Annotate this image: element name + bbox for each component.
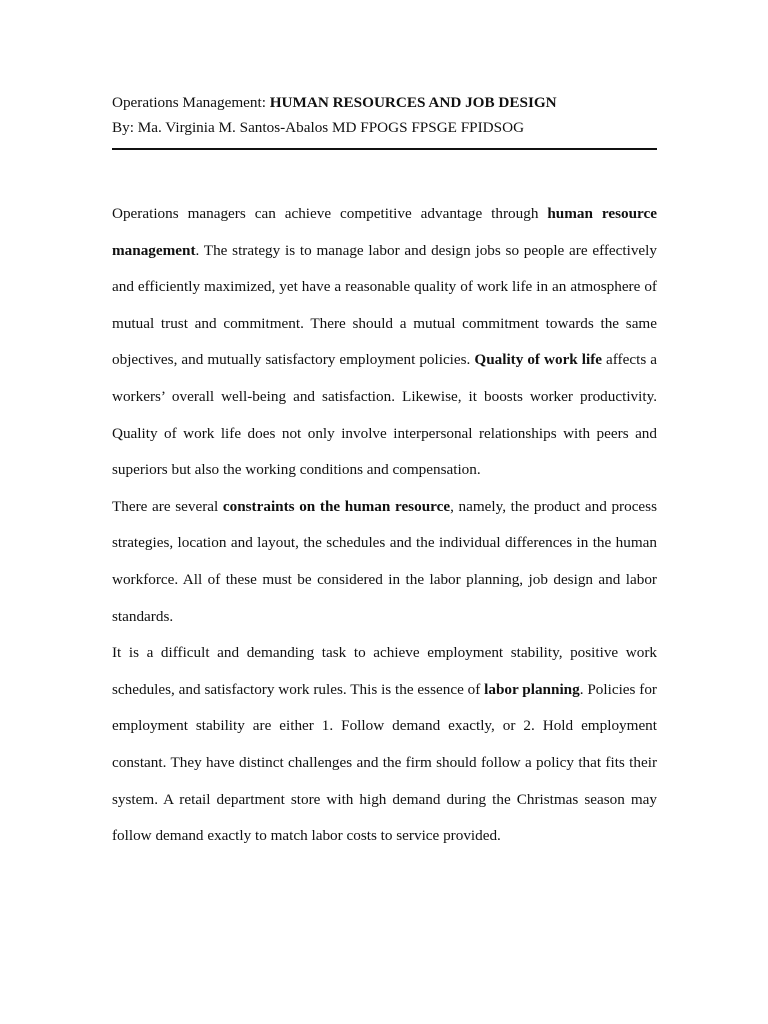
paragraph-2-text-b: , namely, the product and process strategies, location and layout, the schedules and the individual differences in the human workforce. All of these must be considered in the labor planning, job design and labor standards.: [112, 497, 657, 625]
paragraph-3: [112, 635, 657, 855]
paragraph-2-text-a: There are several: [112, 497, 223, 515]
document-body: [112, 196, 657, 855]
paragraph-1-text-a: Operations managers can achieve competitive advantage through: [112, 205, 548, 222]
document-author: By: Ma. Virginia M. Santos-Abalos MD FPOGS FPSGE FPIDSOG: [112, 119, 525, 136]
paragraph-1-text-c: affects a workers’ overall well-being and satisfaction. Likewise, it boosts worker productivity. Quality of work life does not only involve interpersonal relationships with peers and superiors but also the working conditions and compensation.: [112, 351, 657, 479]
document-title: [112, 92, 657, 114]
paragraph-1-bold-b: Quality of work life: [474, 351, 603, 369]
title-prefix: Operations Management:: [112, 94, 270, 111]
paragraph-3-bold-a: labor planning: [484, 680, 580, 698]
paragraph-3-text-b: . Policies for employment stability are either 1. Follow demand exactly, or 2. Hold employment constant. They have distinct challenges and the firm should follow a policy that fits their system. A retail department store with high demand during the Christmas season may follow demand exactly to match labor costs to service provided.: [112, 680, 657, 845]
paragraph-2-bold-a: constraints on the human resource: [222, 497, 451, 515]
header-divider: [112, 148, 657, 150]
paragraph-1-bold-a: human resource management: [112, 205, 657, 259]
paragraph-1: [112, 196, 657, 489]
document-header: [112, 92, 657, 139]
title-bold: HUMAN RESOURCES AND JOB DESIGN: [269, 94, 557, 111]
paragraph-1-text-b: . The strategy is to manage labor and design jobs so people are effectively and efficiently maximized, yet have a reasonable quality of work life in an atmosphere of mutual trust and commitment. There should a mutual commitment towards the same objectives, and mutually satisfactory employment policies.: [112, 241, 657, 369]
paragraph-3-text-a: It is a difficult and demanding task to achieve employment stability, positive work schedules, and satisfactory work rules. This is the essence of: [112, 644, 657, 698]
paragraph-2: [112, 489, 657, 635]
